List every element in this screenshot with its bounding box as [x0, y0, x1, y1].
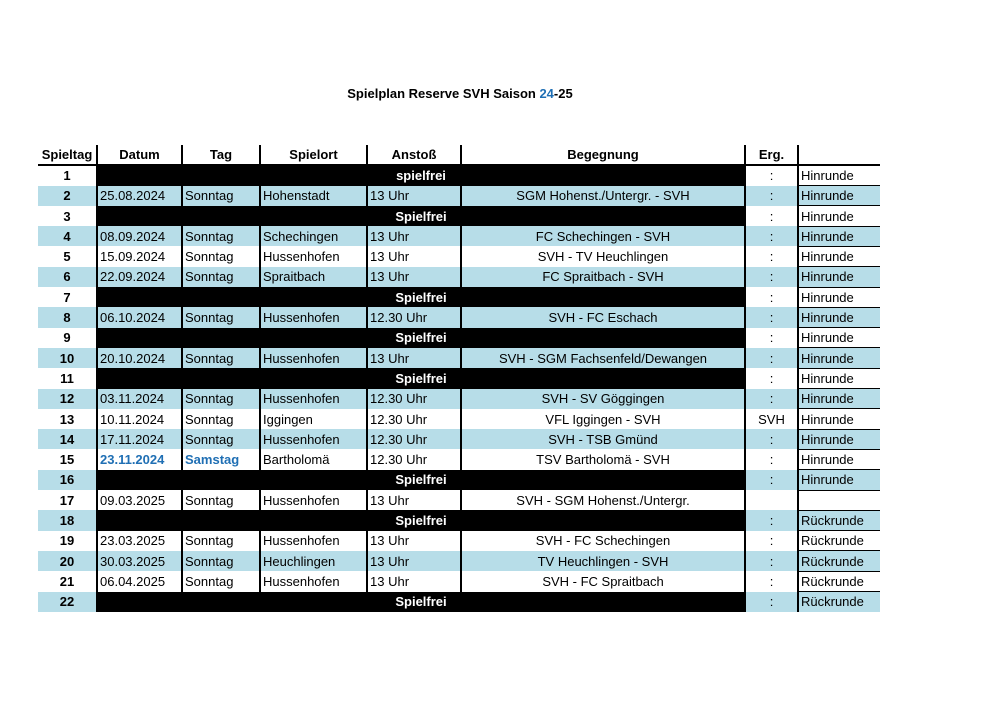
row-tag: Sonntag [182, 307, 260, 327]
row-runde: Hinrunde [798, 389, 880, 409]
row-datum: 09.03.2025 [97, 490, 182, 510]
row-ergebnis: : [745, 510, 798, 530]
header-tag: Tag [182, 145, 260, 165]
row-runde: Rückrunde [798, 571, 880, 591]
row-spieltag: 11 [60, 370, 74, 386]
row-ergebnis: : [745, 551, 798, 571]
row-begegnung: FC Schechingen - SVH [461, 226, 745, 246]
row-ergebnis: : [745, 571, 798, 591]
row-spielort: Hussenhofen [260, 531, 367, 551]
row-anstoss: 12.30 Uhr [367, 449, 461, 469]
row-runde [798, 490, 880, 510]
row-runde: Hinrunde [798, 368, 880, 388]
row-runde: Hinrunde [798, 206, 880, 226]
row-spielort: Hussenhofen [260, 307, 367, 327]
row-ergebnis: : [745, 307, 798, 327]
row-runde: Hinrunde [798, 186, 880, 206]
row-tag: Sonntag [182, 246, 260, 266]
row-begegnung: TSV Bartholomä - SVH [461, 449, 745, 469]
row-spieltag: 18 [38, 510, 97, 530]
row-ergebnis: : [745, 449, 798, 469]
row-spielort: Bartholomä [260, 449, 367, 469]
row-anstoss: 12.30 Uhr [367, 429, 461, 449]
row-datum: 30.03.2025 [97, 551, 182, 571]
row-runde: Rückrunde [798, 531, 880, 551]
header-runde [798, 145, 880, 165]
row-spielort: Hohenstadt [260, 186, 367, 206]
header-row [38, 145, 880, 165]
row-anstoss: 13 Uhr [367, 490, 461, 510]
row-anstoss: 13 Uhr [367, 348, 461, 368]
row-tag: Sonntag [182, 531, 260, 551]
row-anstoss: 12.30 Uhr [367, 389, 461, 409]
row-runde: Hinrunde [798, 246, 880, 266]
row-spieltag: 20 [38, 551, 97, 571]
row-ergebnis: : [745, 368, 798, 388]
table-row [38, 287, 880, 307]
row-begegnung: SVH - TSB Gmünd [461, 429, 745, 449]
table-row [38, 368, 880, 388]
row-anstoss: 12.30 Uhr [367, 307, 461, 327]
row-spieltag: 4 [38, 226, 97, 246]
row-spieltag: 10 [38, 348, 97, 368]
row-spielfrei: Spielfrei [97, 328, 745, 348]
row-datum: 22.09.2024 [97, 267, 182, 287]
row-runde: Hinrunde [798, 267, 880, 287]
header-datum: Datum [97, 145, 182, 165]
row-ergebnis: : [745, 226, 798, 246]
row-runde: Hinrunde [798, 165, 880, 185]
header-spielort: Spielort [260, 145, 367, 165]
row-begegnung: FC Spraitbach - SVH [461, 267, 745, 287]
row-datum: 06.04.2025 [97, 571, 182, 591]
row-spielort: Hussenhofen [260, 348, 367, 368]
row-spielort: Hussenhofen [260, 571, 367, 591]
row-anstoss: 13 Uhr [367, 571, 461, 591]
row-runde: Hinrunde [798, 328, 880, 348]
row-tag: Sonntag [182, 490, 260, 510]
row-runde: Hinrunde [798, 226, 880, 246]
row-begegnung: SVH - TV Heuchlingen [461, 246, 745, 266]
row-runde: Rückrunde [798, 510, 880, 530]
row-anstoss: 13 Uhr [367, 186, 461, 206]
row-spieltag: 1 [63, 168, 71, 184]
row-ergebnis [745, 490, 798, 510]
row-anstoss: 13 Uhr [367, 531, 461, 551]
row-spielfrei: Spielfrei [97, 510, 745, 530]
row-spieltag: 14 [38, 429, 97, 449]
title-dash: - [553, 86, 559, 101]
row-spieltag: 21 [59, 573, 75, 589]
row-ergebnis: : [745, 267, 798, 287]
title-year-start: 24 [539, 86, 554, 101]
row-ergebnis: : [745, 429, 798, 449]
row-spielort: Schechingen [260, 226, 367, 246]
table-row [38, 348, 880, 368]
row-datum: 10.11.2024 [97, 409, 182, 429]
row-ergebnis: : [745, 328, 798, 348]
table-row [38, 267, 880, 287]
row-begegnung: SVH - FC Spraitbach [461, 571, 745, 591]
row-spieltag: 22 [38, 592, 97, 612]
row-spielfrei: Spielfrei [97, 287, 745, 307]
header-erg: Erg. [745, 145, 798, 165]
row-runde: Hinrunde [798, 287, 880, 307]
row-ergebnis: : [745, 165, 798, 185]
row-tag: Samstag [182, 449, 260, 469]
row-ergebnis: SVH [745, 409, 798, 429]
row-spieltag: 5 [63, 249, 71, 265]
title-text: Spielplan Reserve SVH Saison [347, 86, 540, 101]
row-ergebnis: : [745, 186, 798, 206]
row-ergebnis: : [745, 531, 798, 551]
row-ergebnis: : [745, 206, 798, 226]
row-datum: 23.11.2024 [97, 449, 182, 469]
row-spieltag: 9 [63, 330, 71, 346]
row-tag: Sonntag [182, 429, 260, 449]
row-ergebnis: : [745, 246, 798, 266]
table-row [38, 206, 880, 226]
table-row [38, 186, 880, 206]
row-tag: Sonntag [182, 186, 260, 206]
row-begegnung: VFL Iggingen - SVH [461, 409, 745, 429]
row-ergebnis: : [745, 592, 798, 612]
table-row [38, 592, 880, 612]
row-spieltag: 19 [59, 533, 75, 549]
table-row [38, 226, 880, 246]
row-spieltag: 17 [59, 492, 75, 508]
row-datum: 20.10.2024 [97, 348, 182, 368]
row-tag: Sonntag [182, 409, 260, 429]
row-datum: 17.11.2024 [97, 429, 182, 449]
row-spielfrei: Spielfrei [97, 470, 745, 490]
row-spielort: Hussenhofen [260, 490, 367, 510]
row-begegnung: SVH - FC Schechingen [461, 531, 745, 551]
row-spieltag: 8 [38, 307, 97, 327]
row-spieltag: 2 [38, 186, 97, 206]
row-datum: 03.11.2024 [97, 389, 182, 409]
row-runde: Rückrunde [798, 551, 880, 571]
row-tag: Sonntag [182, 571, 260, 591]
row-spielort: Iggingen [260, 409, 367, 429]
schedule-body [38, 165, 880, 612]
row-datum: 25.08.2024 [97, 186, 182, 206]
row-tag: Sonntag [182, 389, 260, 409]
row-spielort: Spraitbach [260, 267, 367, 287]
row-runde: Hinrunde [798, 409, 880, 429]
row-runde: Hinrunde [798, 449, 880, 469]
row-tag: Sonntag [182, 267, 260, 287]
row-anstoss: 13 Uhr [367, 246, 461, 266]
header-anstoss: Anstoß [367, 145, 461, 165]
row-spielfrei: spielfrei [97, 165, 745, 185]
table-row [38, 490, 880, 510]
row-anstoss: 13 Uhr [367, 226, 461, 246]
row-begegnung: TV Heuchlingen - SVH [461, 551, 745, 571]
row-tag: Sonntag [182, 226, 260, 246]
row-tag: Sonntag [182, 348, 260, 368]
row-spielort: Hussenhofen [260, 246, 367, 266]
table-row [38, 307, 880, 327]
table-row [38, 389, 880, 409]
row-begegnung: SVH - SV Göggingen [461, 389, 745, 409]
table-row [38, 449, 880, 469]
table-row [38, 551, 880, 571]
row-datum: 15.09.2024 [97, 246, 182, 266]
header-begegnung: Begegnung [461, 145, 745, 165]
row-begegnung: SVH - FC Eschach [461, 307, 745, 327]
row-ergebnis: : [745, 287, 798, 307]
row-ergebnis: : [745, 470, 798, 490]
row-ergebnis: : [745, 348, 798, 368]
table-row [38, 429, 880, 449]
row-begegnung: SVH - SGM Fachsenfeld/Dewangen [461, 348, 745, 368]
table-row [38, 246, 880, 266]
page-title [0, 86, 920, 101]
row-spieltag: 6 [38, 267, 97, 287]
row-begegnung: SVH - SGM Hohenst./Untergr. [461, 490, 745, 510]
row-spielort: Heuchlingen [260, 551, 367, 571]
row-spieltag: 16 [38, 470, 97, 490]
row-anstoss: 13 Uhr [367, 267, 461, 287]
row-ergebnis: : [745, 389, 798, 409]
row-runde: Hinrunde [798, 348, 880, 368]
row-anstoss: 12.30 Uhr [367, 409, 461, 429]
table-row [38, 571, 880, 591]
row-spieltag: 12 [38, 389, 97, 409]
row-spieltag: 15 [59, 452, 75, 468]
title-year-end: 25 [558, 86, 573, 101]
row-spielfrei: Spielfrei [97, 592, 745, 612]
row-spieltag: 7 [63, 289, 71, 305]
row-runde: Hinrunde [798, 307, 880, 327]
schedule-table [38, 145, 880, 612]
row-runde: Hinrunde [798, 429, 880, 449]
row-anstoss: 13 Uhr [367, 551, 461, 571]
row-spieltag: 3 [63, 208, 71, 224]
row-spielort: Hussenhofen [260, 389, 367, 409]
table-row [38, 510, 880, 530]
row-tag: Sonntag [182, 551, 260, 571]
table-row [38, 328, 880, 348]
header-spieltag: Spieltag [38, 145, 97, 165]
row-spielfrei: Spielfrei [97, 206, 745, 226]
row-spielfrei: Spielfrei [97, 368, 745, 388]
row-spielort: Hussenhofen [260, 429, 367, 449]
table-row [38, 165, 880, 185]
table-row [38, 531, 880, 551]
row-datum: 08.09.2024 [97, 226, 182, 246]
row-spieltag: 13 [59, 411, 75, 427]
row-datum: 06.10.2024 [97, 307, 182, 327]
row-datum: 23.03.2025 [97, 531, 182, 551]
table-row [38, 409, 880, 429]
table-row [38, 470, 880, 490]
row-begegnung: SGM Hohenst./Untergr. - SVH [461, 186, 745, 206]
row-runde: Rückrunde [798, 592, 880, 612]
row-runde: Hinrunde [798, 470, 880, 490]
